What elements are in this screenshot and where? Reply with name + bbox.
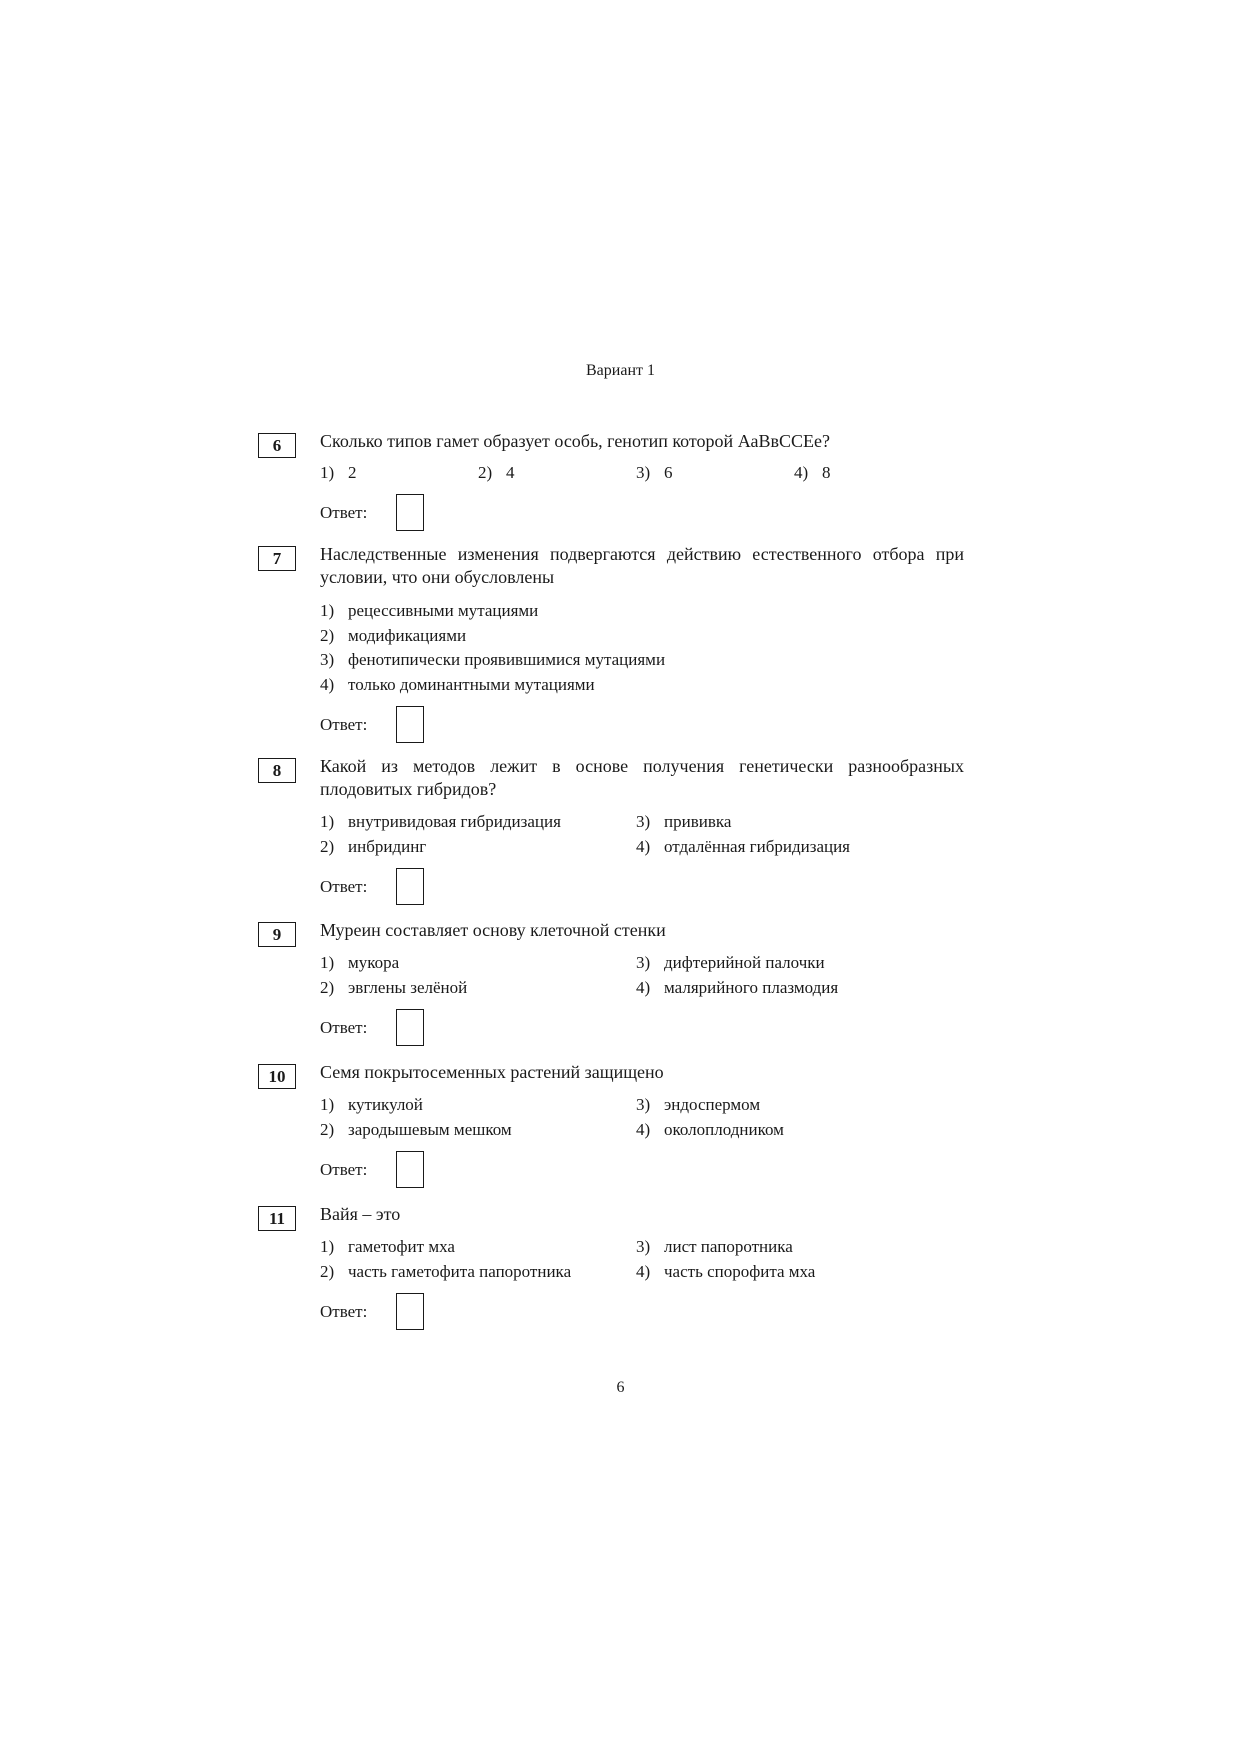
option-4[interactable]: 4) околоплодником: [636, 1119, 784, 1139]
option-3[interactable]: 3) эндоспермом: [636, 1095, 761, 1114]
task-9: [258, 919, 964, 1046]
answer-box[interactable]: [396, 1293, 424, 1330]
task-6: [258, 430, 964, 531]
option-3[interactable]: 3) фенотипически проявившимися мутациями: [320, 650, 666, 669]
option-4[interactable]: 4) 8: [794, 463, 831, 482]
options-grid: [320, 810, 964, 859]
option-2[interactable]: 2) модификациями: [320, 625, 467, 645]
task-11: [258, 1203, 964, 1330]
page-header: Вариант 1: [586, 362, 655, 379]
task-number: 7: [258, 546, 296, 571]
answer-label: Ответ:: [320, 1301, 368, 1321]
option-3[interactable]: 3) дифтерийной палочки: [636, 953, 825, 972]
option-4[interactable]: 4) часть спорофита мха: [636, 1261, 816, 1281]
answer-row: [320, 706, 964, 743]
answer-row: [320, 1151, 964, 1188]
answer-box[interactable]: [396, 706, 424, 743]
option-2[interactable]: 2) эвглены зелёной: [320, 977, 468, 997]
answer-label: Ответ:: [320, 714, 368, 734]
option-1[interactable]: 1) гаметофит мха: [320, 1237, 455, 1256]
option-3[interactable]: 3) прививка: [636, 812, 732, 831]
option-1[interactable]: 1) 2: [320, 463, 357, 482]
answer-box[interactable]: [396, 1009, 424, 1046]
task-8: [258, 755, 964, 905]
question-text: Вайя – это: [320, 1204, 401, 1224]
answer-label: Ответ:: [320, 502, 368, 522]
task-number: 10: [258, 1064, 296, 1089]
option-2[interactable]: 2) инбридинг: [320, 836, 427, 856]
options-grid: [320, 1235, 964, 1284]
answer-label: Ответ:: [320, 1159, 368, 1179]
answer-label: Ответ:: [320, 1017, 368, 1037]
answer-row: [320, 1009, 964, 1046]
option-2[interactable]: 2) 4: [478, 463, 515, 482]
option-1[interactable]: 1) внутривидовая гибридизация: [320, 812, 561, 831]
options-list: [320, 599, 964, 697]
answer-box[interactable]: [396, 1151, 424, 1188]
task-number: 6: [258, 433, 296, 458]
option-3[interactable]: 3) 6: [636, 463, 673, 482]
answer-row: [320, 1293, 964, 1330]
question-text: Семя покрытосеменных растений защищено: [320, 1062, 664, 1082]
option-1[interactable]: 1) рецессивными мутациями: [320, 601, 539, 620]
option-2[interactable]: 2) часть гаметофита папоротника: [320, 1261, 572, 1281]
question-text: Сколько типов гамет образует особь, генотип которой АаВвССЕе?: [320, 431, 830, 451]
option-2[interactable]: 2) зародышевым мешком: [320, 1119, 512, 1139]
page-number: 6: [616, 1379, 625, 1396]
options-grid: [320, 1093, 964, 1142]
task-10: [258, 1061, 964, 1188]
answer-box[interactable]: [396, 494, 424, 531]
answer-label: Ответ:: [320, 876, 368, 896]
question-text: Какой из методов лежит в основе получения генетически разнообразных плодовитых гибридов?: [320, 756, 964, 799]
option-1[interactable]: 1) кутикулой: [320, 1095, 423, 1114]
task-number: 8: [258, 758, 296, 783]
task-number: 11: [258, 1206, 296, 1231]
option-4[interactable]: 4) отдалённая гибридизация: [636, 836, 851, 856]
task-7: [258, 543, 964, 743]
answer-row: [320, 494, 964, 531]
question-text: Наследственные изменения подвергаются действию естественного отбора при условии, что они обусловлены: [320, 544, 964, 587]
task-number: 9: [258, 922, 296, 947]
option-4[interactable]: 4) только доминантными мутациями: [320, 674, 595, 694]
option-1[interactable]: 1) мукора: [320, 953, 400, 972]
answer-box[interactable]: [396, 868, 424, 905]
options-grid: [320, 951, 964, 1000]
options-row: [320, 461, 964, 485]
answer-row: [320, 868, 964, 905]
option-4[interactable]: 4) малярийного плазмодия: [636, 977, 839, 997]
question-text: Муреин составляет основу клеточной стенки: [320, 920, 666, 940]
option-3[interactable]: 3) лист папоротника: [636, 1237, 793, 1256]
